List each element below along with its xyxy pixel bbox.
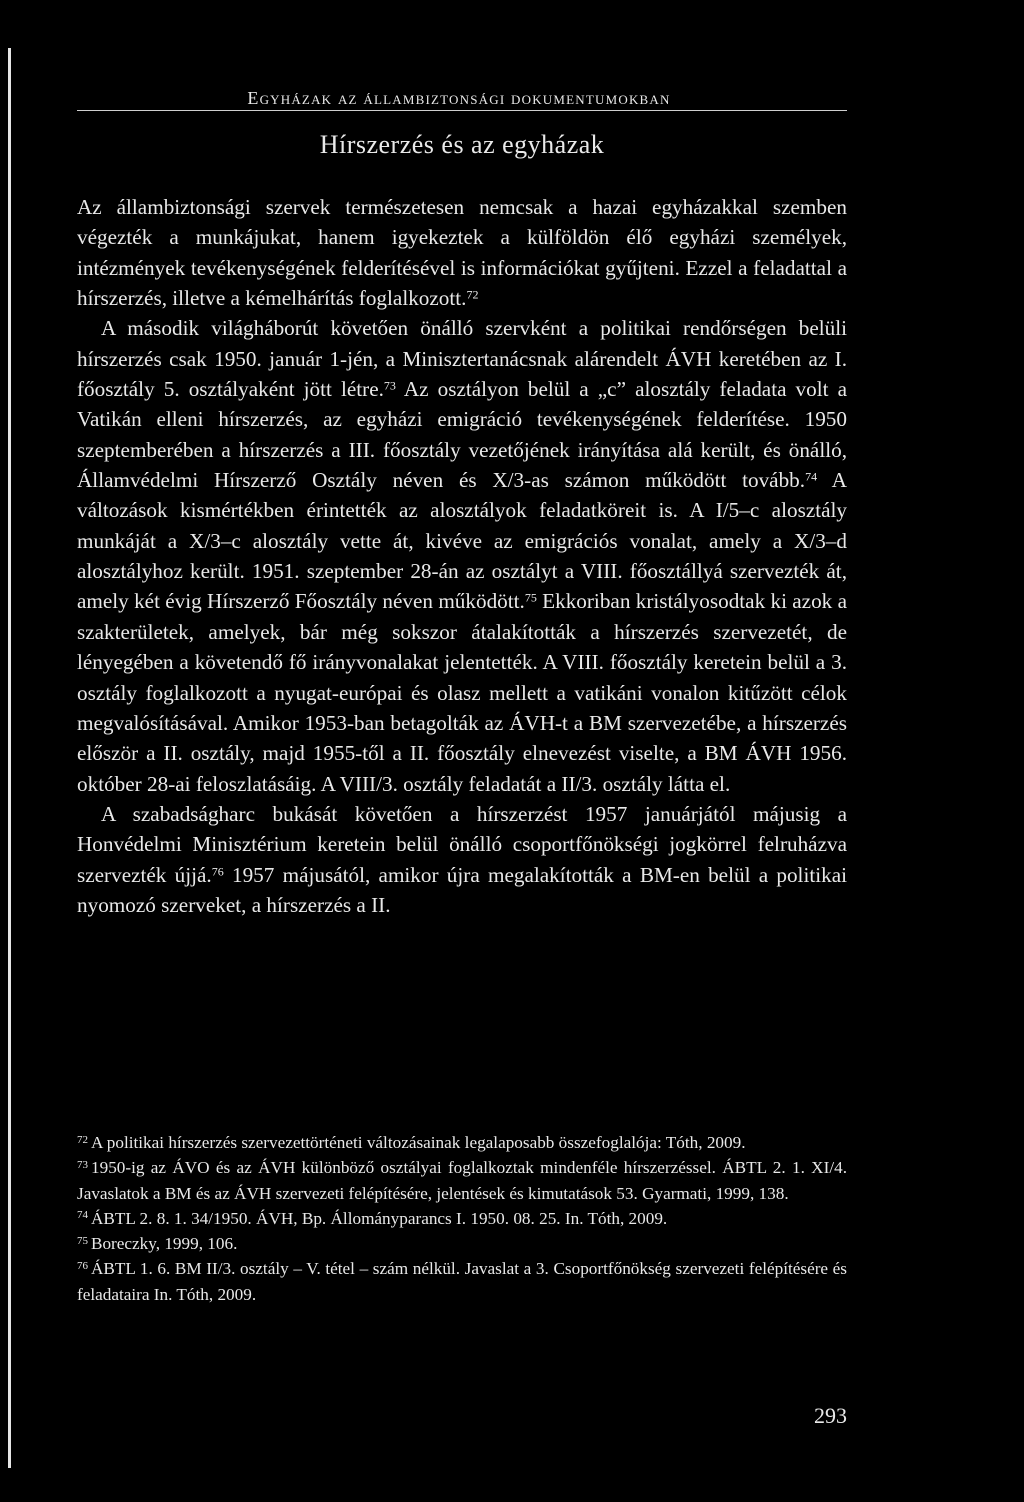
text-run: A második világháborút követően önálló szervként a politikai rendőrségen belüli hírszerzés csak 1950. január 1-jén, a Minisztertanácsnak alárendelt ÁVH keretében az I. főosztály 5. osztályaként jött létre. (77, 316, 847, 402)
footnote (77, 1206, 847, 1231)
footnote-ref: 76 (211, 863, 224, 878)
text-run: A szabadságharc bukását követően a hírszerzést 1957 januárjától májusig a Honvédelmi Minisztérium keretein belül önálló csoportfőnökségi jogkörrel felruházva szervezték újjá. (77, 801, 847, 887)
paragraph (77, 313, 847, 799)
paragraph (77, 799, 847, 920)
footnote-number: 76 (77, 1259, 88, 1272)
text-run: 1957 májusától, amikor újra megalakították a BM-en belül a politikai nyomozó szerveket, a hírszerzés a II. (77, 862, 847, 917)
footnote (77, 1155, 847, 1206)
footnote (77, 1231, 847, 1256)
footnote-ref: 75 (524, 590, 537, 605)
footnote-text: A politikai hírszerzés szervezettörténeti változásainak legalaposabb összefoglalója: Tóth, 2009. (91, 1133, 746, 1152)
footnote (77, 1256, 847, 1307)
footnote-number: 73 (77, 1158, 88, 1171)
footnote-text: ÁBTL 1. 6. BM II/3. osztály – V. tétel – szám nélkül. Javaslat a 3. Csoportfőnökség szervezeti felépítésére és feladataira In. Tóth, 2009. (77, 1259, 847, 1304)
footnote-ref: 73 (383, 378, 396, 393)
scan-edge-line (8, 48, 11, 1468)
text-run: A változások kismértékben érintették az alosztályok feladatköreit is. A I/5–c alosztály munkáját a X/3–c alosztály vette át, kivéve az emigrációs vonalat, amely a X/3–d alosztályhoz került. 1951. szeptember 28-án az osztályt a VIII. főosztállyá szervezték át, amely két évig Hírszerző Főosztály néven működött. (77, 468, 847, 614)
footnote-number: 75 (77, 1234, 88, 1247)
footnote-number: 72 (77, 1133, 88, 1146)
footnote-ref: 74 (805, 469, 818, 484)
footnote (77, 1130, 847, 1155)
footnote-ref: 72 (466, 287, 479, 302)
text-run: Ekkoriban kristályosodtak ki azok a szakterületek, amelyek, bár még sokszor átalakították a hírszerzés szervezetét, de lényegében a követendő fő irányvonalakat jelentették. A VIII. főosztály keretein belül a 3. osztály foglalkozott a nyugat-európai és olasz mellett a vatikáni vonalon kitűzött célok megvalósításával. Amikor 1953-ban betagolták az ÁVH-t a BM szervezetébe, a hírszerzés először a II. osztály, majd 1955-től a II. főosztály elnevezést viselte, a BM ÁVH 1956. október 28-ai feloszlatásáig. A VIII/3. osztály feladatát a II/3. osztály látta el. (77, 589, 847, 796)
body-text (77, 192, 847, 920)
footnote-text: ÁBTL 2. 8. 1. 34/1950. ÁVH, Bp. Állományparancs I. 1950. 08. 25. In. Tóth, 2009. (91, 1208, 668, 1228)
paragraph (77, 192, 847, 313)
footnotes (77, 1130, 847, 1307)
running-head: Egyházak az állambiztonsági dokumentumokban (247, 88, 671, 108)
footnote-text: 1950-ig az ÁVO és az ÁVH különböző osztályai foglalkoztak mindenféle hírszerzéssel. ÁBTL 2. 1. XI/4. Javaslatok a BM és az ÁVH szervezeti felépítésére, jelentések és kimutatások 53. Gyarmati, 1999, 138. (77, 1158, 847, 1203)
page-number: 293 (814, 1403, 847, 1428)
section-title: Hírszerzés és az egyházak (319, 130, 605, 159)
text-run: Az osztályon belül a „c” alosztály feladata volt a Vatikán elleni hírszerzés, az egyházi emigráció tevékenységének felderítése. 1950 szeptemberében a hírszerzés a III. főosztály vezetőjének irányítása alá került, és önálló, Államvédelmi Hírszerző Osztály néven és X/3-as számon működött tovább. (77, 377, 847, 493)
header-rule (77, 110, 847, 111)
footnote-number: 74 (77, 1209, 88, 1222)
text-run: Az állambiztonsági szervek természetesen nemcsak a hazai egyházakkal szemben végezték a munkájukat, hanem igyekeztek a külföldön élő egyházi személyek, intézmények tevékenységének felderítésével is információkat gyűjteni. Ezzel a feladattal a hírszerzés, illetve a kémelhárítás foglalkozott. (77, 195, 847, 311)
footnote-text: Boreczky, 1999, 106. (91, 1234, 238, 1254)
